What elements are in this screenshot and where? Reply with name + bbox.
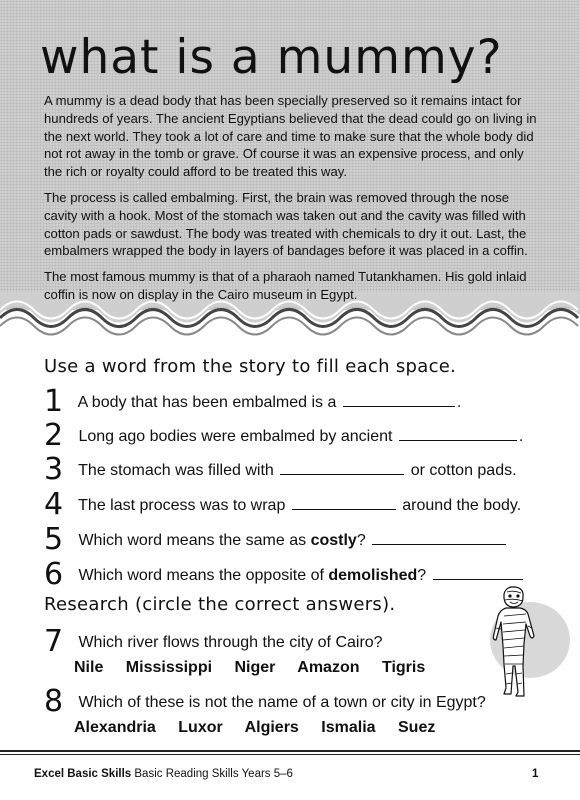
- answer-option[interactable]: Ismalia: [321, 719, 376, 736]
- question-2: [44, 418, 524, 453]
- story-text: [44, 92, 544, 312]
- story-paragraph-3: The most famous mummy is that of a pharaoh named Tutankhamen. His gold inlaid coffin is now on display in the Cairo museum in Egypt.: [44, 269, 527, 302]
- answer-option[interactable]: Luxor: [178, 719, 223, 736]
- question-text-end: .: [456, 394, 462, 411]
- question-text: Which word means the opposite of: [78, 567, 324, 584]
- question-number: 2: [44, 418, 64, 453]
- answer-blank[interactable]: [280, 460, 404, 475]
- question-4: [44, 487, 522, 522]
- answer-option[interactable]: Amazon: [297, 659, 360, 676]
- question-number: 4: [44, 487, 64, 522]
- question-text: A body that has been embalmed is a: [77, 394, 337, 411]
- question-6: [44, 557, 525, 592]
- question-text-end: .: [518, 428, 524, 445]
- question-text-end: or cotton pads.: [410, 462, 517, 479]
- answer-blank[interactable]: [399, 426, 517, 441]
- series-name: Excel Basic Skills: [34, 768, 132, 780]
- research-heading: Research (circle the correct answers).: [44, 594, 396, 615]
- mummy-illustration: [468, 584, 572, 704]
- footer-divider: [0, 754, 580, 755]
- question-text: The stomach was filled with: [78, 462, 274, 479]
- answer-option[interactable]: Mississippi: [125, 659, 213, 676]
- story-paragraph-1: A mummy is a dead body that has been specially preserved so it remains intact for hundreds of years. The ancient Egyptians believed that the dead could go on living in the next world. They took a lot of care and time to make sure that the whole body did not rot away in the tomb or grave. Of course it was an expensive process, and only the rich or royalty could afford to be treated this way.: [44, 93, 537, 180]
- question-text-end: ?: [356, 532, 366, 549]
- answer-option[interactable]: Algiers: [244, 719, 299, 736]
- answer-blank[interactable]: [292, 495, 396, 510]
- answer-option[interactable]: Tigris: [381, 659, 426, 676]
- keyword: demolished: [328, 567, 418, 584]
- question-text: Long ago bodies were embalmed by ancient: [78, 428, 393, 445]
- question-number: 8: [44, 684, 64, 719]
- answer-blank[interactable]: [372, 530, 506, 545]
- instruction-heading: Use a word from the story to fill each space.: [44, 356, 457, 377]
- keyword: costly: [310, 532, 357, 549]
- answer-options-8: [74, 719, 453, 737]
- answer-blank[interactable]: [433, 565, 523, 580]
- question-7: [44, 624, 383, 659]
- answer-option[interactable]: Alexandria: [74, 719, 156, 736]
- story-paragraph-2: The process is called embalming. First, the brain was removed through the nose cavity with a hook. Most of the stomach was taken out and the cavity was filled with cotton pads or sawdust. The body was treated with chemicals to dry it out. Last, the embalmers wrapped the body in layers of bandages before it was placed in a coffin.: [44, 189, 528, 259]
- question-text-end: ?: [417, 567, 427, 584]
- footer-credit: [34, 768, 293, 780]
- answer-option[interactable]: Suez: [398, 719, 436, 736]
- question-number: 6: [44, 557, 64, 592]
- question-text: Which word means the same as: [78, 532, 307, 549]
- question-number: 1: [44, 384, 64, 419]
- question-number: 5: [44, 522, 64, 557]
- question-number: 7: [44, 624, 64, 659]
- question-1: [44, 384, 462, 419]
- answer-option[interactable]: Nile: [74, 659, 104, 676]
- question-number: 3: [44, 452, 64, 487]
- book-title: Basic Reading Skills Years 5–6: [134, 768, 293, 780]
- footer-divider: [0, 750, 580, 752]
- page-number: 1: [532, 768, 539, 780]
- question-text-end: around the body.: [402, 497, 522, 514]
- question-3: [44, 452, 517, 487]
- question-text: Which river flows through the city of Cairo?: [78, 634, 383, 651]
- question-5: [44, 522, 508, 557]
- question-text: Which of these is not the name of a town or city in Egypt?: [78, 694, 486, 711]
- question-8: [44, 684, 486, 719]
- page-title: what is a mummy?: [40, 30, 503, 85]
- answer-blank[interactable]: [343, 392, 455, 407]
- answer-option[interactable]: Niger: [234, 659, 276, 676]
- question-text: The last process was to wrap: [78, 497, 286, 514]
- answer-options-7: [74, 659, 443, 677]
